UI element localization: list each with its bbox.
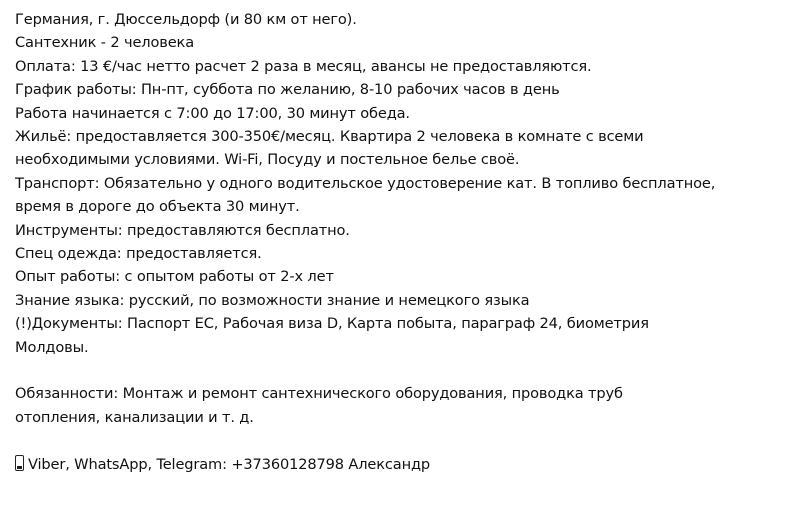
paragraph-gap — [15, 359, 786, 382]
duties-line: Обязанности: Монтаж и ремонт сантехнического оборудования, проводка труб — [15, 385, 623, 403]
housing-line: Жильё: предоставляется 300-350€/месяц. Квартира 2 человека в комнате с всеми — [15, 128, 644, 146]
documents-line-continued: Молдовы. — [15, 338, 89, 356]
experience-line: Опыт работы: с опытом работы от 2-х лет — [15, 268, 334, 286]
schedule-line: График работы: Пн-пт, суббота по желанию, 8-10 рабочих часов в день — [15, 81, 560, 99]
contact-line — [15, 453, 786, 476]
payment-line: Оплата: 13 €/час нетто расчет 2 раза в месяц, авансы не предоставляются. — [15, 57, 592, 75]
workwear-line: Спец одежда: предоставляется. — [15, 245, 262, 263]
duties-line-continued: отопления, канализации и т. д. — [15, 408, 254, 426]
position-line: Сантехник - 2 человека — [15, 34, 194, 52]
location-line: Германия, г. Дюссельдорф (и 80 км от него). — [15, 11, 357, 28]
transport-line-continued: время в дороге до объекта 30 минут. — [15, 198, 300, 216]
mobile-phone-icon — [15, 455, 24, 471]
documents-line: (!)Документы: Паспорт ЕС, Рабочая виза D, Карта побыта, параграф 24, биометрия — [15, 315, 649, 333]
language-line: Знание языка: русский, по возможности знание и немецкого языка — [15, 291, 530, 309]
transport-line: Транспорт: Обязательно у одного водительское удостоверение кат. В топливо бесплатное, — [15, 174, 716, 192]
housing-line-continued: необходимыми условиями. Wi-Fi, Посуду и постельное белье своё. — [15, 151, 520, 169]
paragraph-gap — [15, 429, 786, 452]
contact-text: Viber, WhatsApp, Telegram: +37360128798 Александр — [28, 455, 431, 473]
work-hours-line: Работа начинается с 7:00 до 17:00, 30 минут обеда. — [15, 104, 410, 122]
tools-line: Инструменты: предоставляются бесплатно. — [15, 221, 350, 239]
